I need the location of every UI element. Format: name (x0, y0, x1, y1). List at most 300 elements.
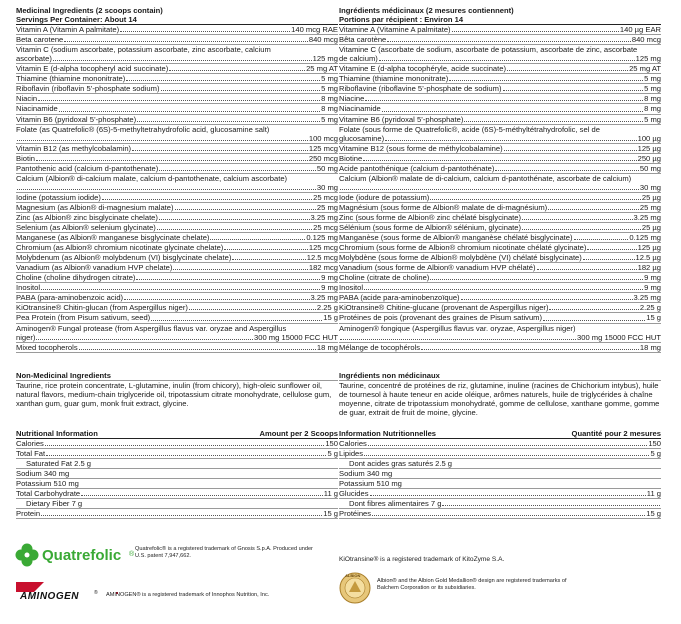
ingredient-amount: 30 mg (316, 182, 338, 192)
ingredient-amount: 182 µg (637, 263, 661, 273)
nutrition-row: Sodium 340 mg (16, 469, 338, 479)
ingredient-row (339, 193, 661, 203)
ingredient-amount: 140 µg EAR (619, 25, 661, 35)
medicinal-heading: Ingrédients médicinaux (2 mesures contiennent) (339, 6, 514, 15)
nutrition-row: Dont acides gras saturés 2.5 g (339, 459, 661, 469)
ingredient-name: Manganese (as Albion® manganese bisglycinate chelate) (16, 233, 210, 243)
dot-leader (120, 31, 290, 32)
clover-icon (14, 542, 40, 568)
nutrition-amount: 11 g (323, 489, 338, 499)
dot-leader (452, 31, 619, 32)
ingredient-amount: 15 g (323, 313, 338, 323)
dot-leader (364, 289, 643, 290)
ingredient-amount: 50 mg (639, 163, 661, 173)
ingredient-row (339, 223, 661, 233)
ingredient-row (16, 154, 338, 164)
nutrition-header (16, 429, 338, 439)
ingredient-row (16, 35, 338, 45)
ingredient-row (16, 293, 338, 303)
ingredient-amount: 9 mg (644, 283, 661, 293)
ingredient-row (339, 293, 661, 303)
ingredient-amount: 5 mg (321, 74, 338, 84)
nutrition-name: Total Carbohydrate (16, 489, 81, 499)
nutrition-row: Potassium 510 mg (339, 479, 661, 489)
ingredient-name: Selenium (as Albion® selenium glycinate) (16, 223, 156, 233)
nutrition-row (339, 449, 661, 459)
dot-leader (161, 90, 321, 91)
ingredient-amount: 8 mg (644, 104, 661, 114)
ingredient-amount: 12.5 mcg (306, 253, 338, 263)
ingredient-amount: 25 µg (641, 192, 661, 202)
ingredient-name: Vitamine B12 (sous forme de méthylcobalamine) (339, 143, 503, 153)
ingredient-row (339, 115, 661, 125)
dot-leader (232, 259, 305, 260)
nutrition-heading: Nutritional Information (16, 428, 98, 438)
ingredient-name: Riboflavin (riboflavin 5’-phosphate sodium) (16, 84, 160, 94)
dot-leader (363, 160, 636, 161)
dot-leader (157, 229, 312, 230)
dot-leader (224, 249, 308, 250)
ingredient-amount: 125 µg (637, 143, 661, 153)
nutrition-amount: 11 g (646, 489, 661, 499)
ingredient-name: Vitamine E (d-alpha tocophéryle, acide succinate) (339, 64, 507, 74)
dot-leader (382, 111, 643, 112)
ingredient-row (16, 283, 338, 293)
ingredient-row (339, 125, 661, 144)
ingredient-row (16, 223, 338, 233)
dot-leader (132, 150, 308, 151)
ingredient-amount: 8 mg (321, 94, 338, 104)
ingredient-amount: 125 mcg (308, 243, 338, 253)
dot-leader (340, 339, 576, 340)
albion-seal-text: ALBION (345, 573, 361, 578)
ingredient-continuation (339, 183, 661, 192)
ingredient-row (339, 253, 661, 263)
servings-heading: Portions par récipient : Environ 14 (339, 15, 661, 25)
dot-leader (36, 339, 253, 340)
registered-mark: ® (94, 590, 98, 596)
ingredient-name: Vitamine A (Vitamine A palmitate) (339, 25, 451, 35)
nutrition-name: Dont fibres alimentaires 7 g (349, 499, 442, 509)
ingredient-row (339, 45, 661, 64)
nutrition-name: Lipides (339, 448, 364, 458)
ingredient-name: Acide pantothénique (calcium d-pantothénate) (339, 163, 495, 173)
ingredient-name: Mixed tocopherols (16, 342, 78, 352)
dot-leader (210, 239, 305, 240)
ingredient-row (16, 174, 338, 193)
ingredient-amount: 3.25 mg (310, 293, 338, 303)
dot-leader (136, 279, 320, 280)
dot-leader (175, 209, 316, 210)
dot-leader (430, 199, 641, 200)
nutrition-amount: 150 (325, 438, 338, 448)
ingredient-continuation (16, 183, 338, 192)
dot-leader (504, 150, 637, 151)
dot-leader (370, 495, 646, 496)
ingredient-row (16, 213, 338, 223)
ingredient-amount: 2.25 g (639, 303, 661, 313)
ingredient-name: Pea Protein (from Pisum sativum, seed) (16, 313, 151, 323)
dot-leader (124, 299, 309, 300)
quatrefolic-note: Quatrefolic® is a registered trademark of Gnosis S.p.A. Produced under U.S. patent 7,947,662. (135, 546, 313, 559)
ingredient-row (16, 164, 338, 174)
dot-leader (340, 189, 639, 190)
ingredient-name: Biotin (16, 153, 35, 163)
dot-leader (507, 70, 628, 71)
dot-leader (543, 320, 645, 321)
ingredient-amount: 125 mg (312, 54, 338, 64)
ingredient-name: Niacin (16, 94, 38, 104)
dot-leader (372, 515, 645, 516)
ingredient-amount: 0.125 mg (306, 233, 338, 243)
dot-leader (548, 209, 639, 210)
ingredient-name: Calcium (Albion® malate de di-calcium, calcium d-pantothénate, ascorbate de calcium) (339, 173, 632, 183)
ingredient-row (339, 283, 661, 293)
ingredient-row (339, 35, 661, 45)
ingredient-name: Bêta carotène (339, 35, 387, 45)
dot-leader (46, 455, 326, 456)
ingredient-row (339, 313, 661, 323)
ingredient-name: Zinc (as Albion® zinc bisglycinate chelate) (16, 212, 158, 222)
ingredient-row (16, 343, 338, 353)
ingredient-name: Thiamine (thiamine mononitrate) (339, 74, 449, 84)
ingredient-row (339, 243, 661, 253)
ingredient-name: Folate (sous forme de Quatrefolic®, acide (6S)-5-méthyltétrahydrofolic, sel de (339, 124, 600, 134)
dot-leader (449, 80, 643, 81)
ingredient-name: Inositol (16, 283, 41, 293)
ingredient-continuation (339, 54, 661, 63)
dot-leader (387, 41, 631, 42)
ingredient-name: Iode (iodure de potassium) (339, 192, 430, 202)
dot-leader (537, 269, 637, 270)
ingredient-amount: 30 mg (639, 182, 661, 192)
ingredient-row (16, 25, 338, 35)
ingredient-amount: 125 mg (635, 54, 661, 64)
ingredient-amount: 140 mcg RAE (291, 25, 338, 35)
ingredient-row (16, 74, 338, 84)
ingredient-name: Iodine (potassium iodide) (16, 192, 101, 202)
ingredient-amount: 9 mg (644, 273, 661, 283)
nonmedicinal-text: Taurine, rice protein concentrate, L-glutamine, inulin (from chicory), high-oleic sunflower oil, natural flavors, medium-chain triglyceride oil, tripotassium citrate monohydrate, cellulose gum, xanthan gum, guar gum, monk fruit extract, glycine. (16, 380, 338, 408)
ingredient-row (16, 263, 338, 273)
quatrefolic-logo: Quatrefolic (42, 547, 122, 564)
nutrition-name: Glucides (339, 489, 369, 499)
dot-leader (173, 269, 307, 270)
nutrition-row (339, 489, 661, 499)
nutrition-name: Total Fat (16, 448, 46, 458)
nutrition-row: Sodium 340 mg (339, 469, 661, 479)
ingredient-name: Magnésium (sous forme de Albion® malate de di-magnésium) (339, 202, 548, 212)
ingredient-name: Niacinamide (16, 104, 58, 114)
dot-leader (159, 170, 316, 171)
dot-leader (464, 121, 643, 122)
dot-leader (59, 111, 320, 112)
ingredient-name: Vitamin B12 (as methylcobalamin) (16, 143, 132, 153)
ingredient-row (339, 64, 661, 74)
dot-leader (137, 121, 320, 122)
nutrition-amount: 150 (648, 438, 661, 448)
ingredient-amount: 18 mg (639, 342, 661, 352)
nutrition-amount: 5 g (327, 448, 338, 458)
nutrition-name: Calories (16, 438, 44, 448)
ingredient-row (339, 203, 661, 213)
aminogen-logo: AMINOGEN (20, 591, 79, 602)
ingredient-row (16, 253, 338, 263)
ingredient-row (339, 233, 661, 243)
dot-leader (102, 199, 312, 200)
kiotransine-note: KiOtransine® is a registered trademark of KitoZyme S.A. (339, 556, 505, 563)
ingredient-name: Niacinamide (339, 104, 381, 114)
nutrition-row (339, 509, 661, 519)
ingredient-name: Aminogen® fongique (Aspergillus flavus var. oryzae, Aspergillus niger) (339, 323, 576, 333)
ingredient-amount: 25 mcg (313, 192, 338, 202)
dot-leader (461, 299, 633, 300)
ingredient-row (339, 74, 661, 84)
ingredient-row (16, 64, 338, 74)
ingredient-row (16, 324, 338, 343)
dot-leader (17, 189, 316, 190)
ingredient-amount: 250 µg (637, 153, 661, 163)
dot-leader (365, 100, 643, 101)
ingredient-name: Folate (as Quatrefolic® (6S)-5-methyltetrahydrofolic acid, glucosamine salt) (16, 124, 270, 134)
nutrition-row (339, 499, 661, 509)
ingredient-amount: 25 mg AT (306, 64, 338, 74)
ingredient-name: Choline (choline dihydrogen citrate) (16, 273, 136, 283)
ingredient-name: Chromium (as Albion® chromium nicotinate glycinate chelate) (16, 243, 224, 253)
ingredient-row (339, 25, 661, 35)
ingredient-name: Vitamin E (d-alpha tocopheryl acid succinate) (16, 64, 169, 74)
servings-heading: Servings Per Container: About 14 (16, 15, 338, 25)
ingredient-name: Inositol (339, 283, 364, 293)
ingredient-name: Vitamin C (sodium ascorbate, potassium ascorbate, zinc ascorbate, calcium (16, 45, 271, 55)
dot-leader (379, 60, 635, 61)
dot-leader (79, 349, 316, 350)
dot-leader (38, 100, 320, 101)
nutrition-amount-heading: Quantité pour 2 mesures (571, 428, 661, 438)
ingredient-row (16, 233, 338, 243)
dot-leader (522, 229, 641, 230)
ingredient-name: de calcium) (339, 54, 378, 64)
ingredient-amount: 25 µg (641, 223, 661, 233)
ingredient-row (339, 213, 661, 223)
dot-leader (495, 170, 639, 171)
dot-leader (583, 259, 635, 260)
ingredient-row (16, 193, 338, 203)
ingredient-amount: 250 mcg (308, 153, 338, 163)
nutrition-row: Dietary Fiber 7 g (16, 499, 338, 509)
ingredient-row (16, 243, 338, 253)
ingredient-name: Sélénium (sous forme de Albion® sélénium, glycinate) (339, 223, 522, 233)
ingredient-amount: 182 mcg (308, 263, 338, 273)
ingredient-amount: 8 mg (321, 104, 338, 114)
ingredient-row (16, 94, 338, 104)
ingredient-row (16, 84, 338, 94)
ingredient-name: Chromium (sous forme de Albion® chromium nicotinate chélaté glycinate) (339, 243, 587, 253)
ingredient-amount: 100 mcg (308, 133, 338, 143)
ingredient-name: PABA (acide para-aminobenzoïque) (339, 293, 460, 303)
ingredient-name: ascorbate) (16, 54, 52, 64)
ingredient-name: Vitamine B6 (pyridoxal 5’-phosphate) (339, 114, 464, 124)
dot-leader (549, 309, 638, 310)
ingredient-name: Molybdenum (as Albion® molybdenum (VI) bisglycinate chelate) (16, 253, 232, 263)
ingredient-name: Aminogen® Fungal protease (from Aspergillus flavus var. oryzae and Aspergillus (16, 323, 287, 333)
ingredient-amount: 50 mg (316, 163, 338, 173)
ingredient-amount: 5 mg (644, 74, 661, 84)
aminogen-note: AMINOGEN® is a registered trademark of Innophos Nutrition, Inc. (106, 592, 270, 598)
nutrition-amount: 5 g (650, 448, 661, 458)
ingredient-amount: 3.25 mg (310, 212, 338, 222)
ingredient-continuation (16, 54, 338, 63)
ingredient-continuation (339, 333, 661, 342)
ingredient-amount: 300 mg 15000 FCC HUT (577, 332, 661, 342)
ingredient-name: Thiamine (thiamine mononitrate) (16, 74, 126, 84)
ingredient-row (339, 164, 661, 174)
ingredient-row (16, 273, 338, 283)
nutrition-amount-heading: Amount per 2 Scoops (259, 428, 338, 438)
ingredient-row (339, 84, 661, 94)
registered-mark: ® (129, 551, 135, 558)
aminogen-block (14, 578, 334, 608)
ingredient-name: Calcium (Albion® di-calcium malate, calcium d-pantothenate, calcium ascorbate) (16, 173, 288, 183)
english-panel (16, 6, 338, 519)
ingredient-amount: 100 µg (637, 133, 661, 143)
ingredient-name: Vitamin A (Vitamin A palmitate) (16, 25, 120, 35)
nutrition-row (16, 449, 338, 459)
ingredient-name: KiOtransine® Chitine-glucane (provenant de Aspergillus niger) (339, 303, 549, 313)
ingredient-name: Vanadium (sous forme de Albion® vanadium HVP chélaté) (339, 263, 536, 273)
ingredient-amount: 12.5 µg (635, 253, 661, 263)
ingredient-name: Riboflavine (riboflavine 5’-phosphate de sodium) (339, 84, 502, 94)
nutrition-row (16, 439, 338, 449)
ingredient-amount: 5 mg (644, 114, 661, 124)
dot-leader (36, 160, 308, 161)
ingredient-row (16, 144, 338, 154)
ingredient-name: Protéines de pois (provenant des graines de Pisum sativum) (339, 313, 543, 323)
ingredient-continuation (339, 134, 661, 143)
ingredient-name: KiOtransine® Chitin-glucan (from Aspergillus niger) (16, 303, 188, 313)
nutrition-row (16, 509, 338, 519)
dot-leader (151, 320, 322, 321)
ingredient-name: glucosamine) (339, 133, 385, 143)
ingredient-list (16, 25, 338, 353)
ingredient-row (339, 343, 661, 353)
dot-leader (41, 289, 320, 290)
ingredient-name: niger) (16, 332, 36, 342)
ingredient-amount: 300 mg 15000 FCC HUT (254, 332, 338, 342)
dot-leader (385, 140, 636, 141)
ingredient-continuation (16, 333, 338, 342)
dot-leader (126, 80, 320, 81)
ingredient-row (16, 125, 338, 144)
ingredient-amount: 5 mg (321, 114, 338, 124)
nutrition-name: Calories (339, 438, 367, 448)
ingredient-name: Biotine (339, 153, 363, 163)
ingredient-row (339, 174, 661, 193)
ingredient-name: Molybdène (sous forme de Albion® molybdène (VI) chélaté bisglycinate) (339, 253, 582, 263)
ingredient-amount: 25 mg (316, 202, 338, 212)
ingredient-amount: 0.125 mg (629, 233, 661, 243)
dot-leader (522, 219, 633, 220)
ingredient-amount: 3.25 mg (633, 293, 661, 303)
french-panel (339, 6, 661, 519)
ingredient-amount: 125 mcg (308, 143, 338, 153)
ingredient-amount: 125 µg (637, 243, 661, 253)
ingredient-row (16, 45, 338, 64)
nutrition-row: Potassium 510 mg (16, 479, 338, 489)
ingredient-amount: 840 mcg (631, 35, 661, 45)
nutrition-name: Protein (16, 509, 41, 519)
ingredient-row (339, 154, 661, 164)
dot-leader (81, 495, 323, 496)
dot-leader (45, 445, 324, 446)
nutrition-row (16, 489, 338, 499)
ingredient-amount: 25 mg (639, 202, 661, 212)
dot-leader (64, 41, 308, 42)
ingredient-amount: 15 g (646, 313, 661, 323)
ingredient-name: Niacine (339, 94, 365, 104)
ingredient-row (339, 94, 661, 104)
nutrition-table (339, 439, 661, 519)
ingredient-amount: 9 mg (321, 283, 338, 293)
nutrition-table (16, 439, 338, 519)
dot-leader (189, 309, 316, 310)
ingredient-row (339, 273, 661, 283)
ingredient-row (339, 144, 661, 154)
ingredient-row (16, 203, 338, 213)
dot-leader (430, 279, 643, 280)
dot-leader (503, 90, 644, 91)
ingredient-amount: 5 mg (321, 84, 338, 94)
nutrition-amount: 15 g (323, 509, 338, 519)
ingredient-name: Choline (citrate de choline) (339, 273, 430, 283)
ingredient-amount: 9 mg (321, 273, 338, 283)
ingredient-row (16, 303, 338, 313)
albion-note: Albion® and the Albion Gold Medallion® design are registered trademarks of Balchem Corporation or its subsidiaries. (377, 578, 567, 591)
ingredient-name: PABA (para-aminobenzoic acid) (16, 293, 124, 303)
dot-leader (442, 505, 660, 506)
ingredient-name: Vanadium (as Albion® vanadium HVP chelate) (16, 263, 173, 273)
ingredient-list (339, 25, 661, 353)
ingredient-name: Magnesium (as Albion® di-magnesium malate) (16, 202, 174, 212)
ingredient-name: Beta carotene (16, 35, 64, 45)
medicinal-heading: Medicinal Ingredients (2 scoops contain) (16, 6, 163, 15)
ingredient-name: Vitamin B6 (pyridoxal 5’-phosphate) (16, 114, 137, 124)
ingredient-name: Manganèse (sous forme de Albion® manganèse chélaté bisglycinate) (339, 233, 573, 243)
ingredient-amount: 18 mg (316, 342, 338, 352)
nutrition-heading: Information Nutritionnelles (339, 428, 437, 438)
dot-leader (159, 219, 310, 220)
ingredient-name: Mélange de tocophérols (339, 342, 421, 352)
ingredient-name: Zinc (sous forme de Albion® zinc chélaté bisglycinate) (339, 212, 522, 222)
nutrition-header (339, 429, 661, 439)
nutrition-row: Saturated Fat 2.5 g (16, 459, 338, 469)
ingredient-amount: 840 mcg (308, 35, 338, 45)
dot-leader (421, 349, 639, 350)
dot-leader (574, 239, 629, 240)
ingredient-amount: 8 mg (644, 94, 661, 104)
dot-leader (17, 140, 308, 141)
ingredient-continuation (16, 134, 338, 143)
nutrition-amount: 15 g (646, 509, 661, 519)
dot-leader (169, 70, 305, 71)
ingredient-amount: 25 mg AT (629, 64, 661, 74)
ingredient-row (339, 263, 661, 273)
quatrefolic-block (14, 542, 334, 568)
ingredient-row (339, 324, 661, 343)
ingredient-name: Pantothenic acid (calcium d-pantothenate) (16, 163, 159, 173)
dot-leader (587, 249, 636, 250)
albion-block (339, 572, 659, 606)
